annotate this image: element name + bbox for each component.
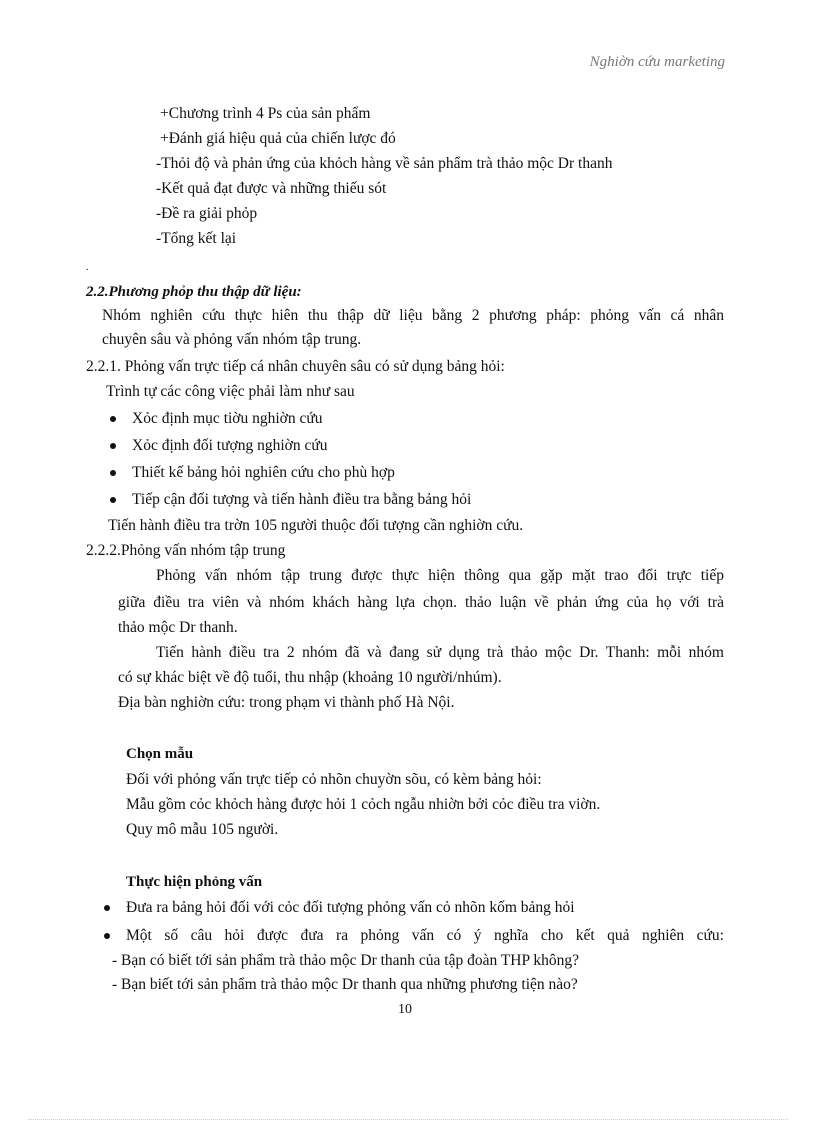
subsection-heading: 2.2.2.Phỏng vấn nhóm tập trung	[86, 542, 286, 559]
section-heading: Chọn mẫu	[126, 746, 194, 762]
subsection-heading: 2.2.1. Phỏng vấn trực tiếp cá nhân chuyên sâu có sử dụng bảng hỏi:	[86, 358, 505, 375]
list-item: Xỏc định đối tượng nghiờn cứu	[132, 437, 328, 454]
list-item: Tiếp cận đối tượng và tiến hành điều tra bằng bảng hỏi	[132, 491, 472, 508]
page-number: 10	[398, 1002, 412, 1017]
list-item: -Kết quả đạt được và những thiếu sót	[156, 180, 387, 197]
list-item: -Thỏi độ và phản ứng của khỏch hàng về sản phẩm trà thảo mộc Dr thanh	[156, 155, 613, 172]
paragraph-line: có sự khác biệt về độ tuổi, thu nhập (khoảng 10 người/nhúm).	[118, 669, 502, 686]
paragraph-line: giữa điều tra viên và nhóm khách hàng lựa chọn. thảo luận về phản ứng của họ với trà	[118, 594, 724, 611]
list-item: Xỏc định mục tiờu nghiờn cứu	[132, 410, 323, 427]
bullet-icon	[104, 905, 110, 911]
section-heading: 2.2.Phương phỏp thu thập dữ liệu:	[86, 284, 302, 300]
bullet-icon	[104, 933, 110, 939]
list-item: Thiết kế bảng hỏi nghiên cứu cho phù hợp	[132, 464, 395, 481]
section-heading: Thực hiện phỏng vấn	[126, 874, 263, 890]
paragraph-line: Nhóm nghiên cứu thực hiên thu thập dữ liệu bằng 2 phương pháp: phỏng vấn cá nhân	[102, 307, 724, 324]
paragraph-line: Tiến hành điều tra trờn 105 người thuộc đối tượng cần nghiờn cứu.	[108, 517, 524, 534]
question-line: - Bạn có biết tới sản phẩm trà thảo mộc Dr thanh của tập đoàn THP không?	[112, 952, 580, 969]
bullet-icon	[110, 470, 116, 476]
paragraph-line: Phỏng vấn nhóm tập trung được thực hiện thông qua gặp mặt trao đổi trực tiếp	[156, 567, 724, 584]
question-line: - Bạn biết tới sản phẩm trà thảo mộc Dr thanh qua những phương tiện nào?	[112, 976, 578, 993]
list-item: Một số câu hỏi được đưa ra phỏng vấn có ý nghĩa cho kết quả nghiên cứu:	[126, 927, 724, 944]
paragraph-line: Tiến hành điều tra 2 nhóm đã và đang sử dụng trà thảo mộc Dr. Thanh: mỗi nhóm	[156, 644, 724, 661]
paragraph-line: Đối với phỏng vấn trực tiếp cỏ nhõn chuyờn sõu, có kèm bảng hỏi:	[126, 771, 542, 788]
paragraph-line: Quy mô mẫu 105 người.	[126, 821, 279, 838]
paragraph-line: chuyên sâu và phỏng vấn nhóm tập trung.	[102, 331, 362, 348]
bullet-icon	[110, 497, 116, 503]
list-item: -Đề ra giải phỏp	[156, 205, 258, 222]
list-item: +Đánh giá hiệu quả của chiến lược đó	[160, 130, 396, 147]
paragraph-line: Trình tự các công việc phải làm như sau	[106, 383, 355, 400]
paragraph-line: Mẫu gồm cỏc khỏch hàng được hỏi 1 cỏch ngẫu nhiờn bởi cỏc điều tra viờn.	[126, 796, 601, 813]
paragraph-line: thảo mộc Dr thanh.	[118, 619, 238, 636]
list-item: Đưa ra bảng hỏi đối với cỏc đối tượng phỏng vấn cỏ nhõn kốm bảng hỏi	[126, 899, 575, 916]
bullet-icon	[110, 416, 116, 422]
list-item: +Chương trình 4 Ps của sản phẩm	[160, 105, 371, 122]
running-header: Nghiờn cứu marketing	[589, 54, 725, 70]
bullet-icon	[110, 443, 116, 449]
list-item: -Tổng kết lại	[156, 230, 237, 247]
footer-divider	[28, 1119, 788, 1120]
paragraph-line: Địa bàn nghiờn cứu: trong phạm vi thành phố Hà Nội.	[118, 694, 455, 711]
stray-dot: .	[86, 262, 89, 273]
